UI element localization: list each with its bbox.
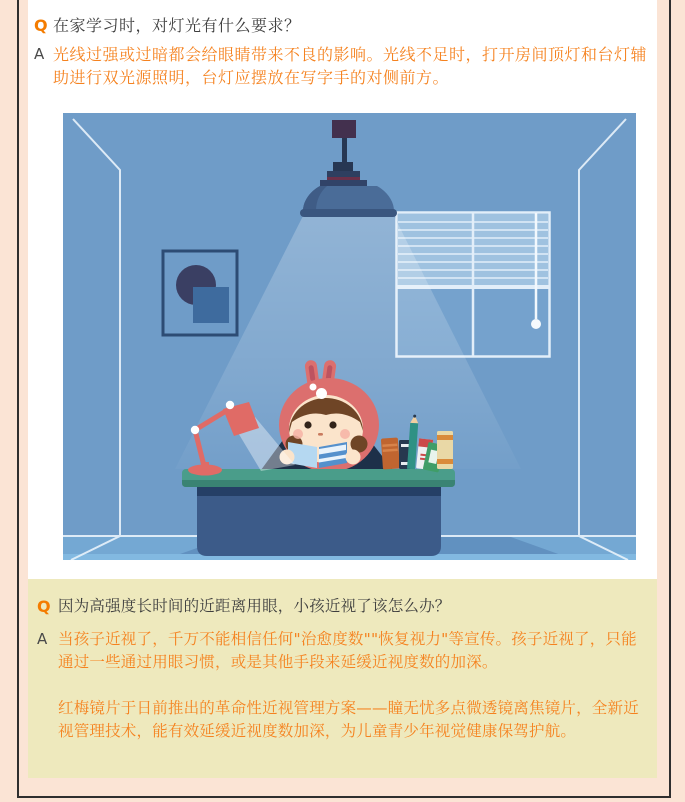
question-text: 在家学习时，对灯光有什么要求？ [53,16,301,35]
answer-text: 光线过强或过暗都会给眼睛带来不良的影响。光线不足时，打开房间顶灯和台灯辅助进行双光源照明，台灯应摆放在写字手的对侧前方。 [53,45,648,87]
study-room-illustration [63,113,636,560]
question-row [34,14,651,37]
answer-row [37,628,641,743]
question-label: Q [34,16,49,35]
answer-paragraph: 当孩子近视了，千万不能相信任何"治愈度数""恢复视力"等宣传。孩子近视了，只能通过一些通过用眼习惯，或是其他手段来延缓近视度数的加深。 [58,630,637,671]
answer-paragraph: 红梅镜片于日前推出的革命性近视管理方案——瞳无忧多点微透镜离焦镜片，全新近视管理技术，能有效延缓近视度数加深，为儿童青少年视觉健康保驾护航。 [58,699,639,740]
page-border-frame [17,0,671,798]
content-card [28,0,657,778]
question-row [37,595,641,618]
answer-label: A [37,630,48,648]
desk [182,469,455,556]
question-label: Q [37,597,51,616]
answer-label: A [34,45,45,63]
answer-text [58,628,641,743]
question-text: 因为高强度长时间的近距离用眼，小孩近视了该怎么办？ [58,597,451,615]
qa-section-lighting [28,0,657,89]
answer-row [34,43,651,89]
qa-section-myopia [28,579,657,778]
